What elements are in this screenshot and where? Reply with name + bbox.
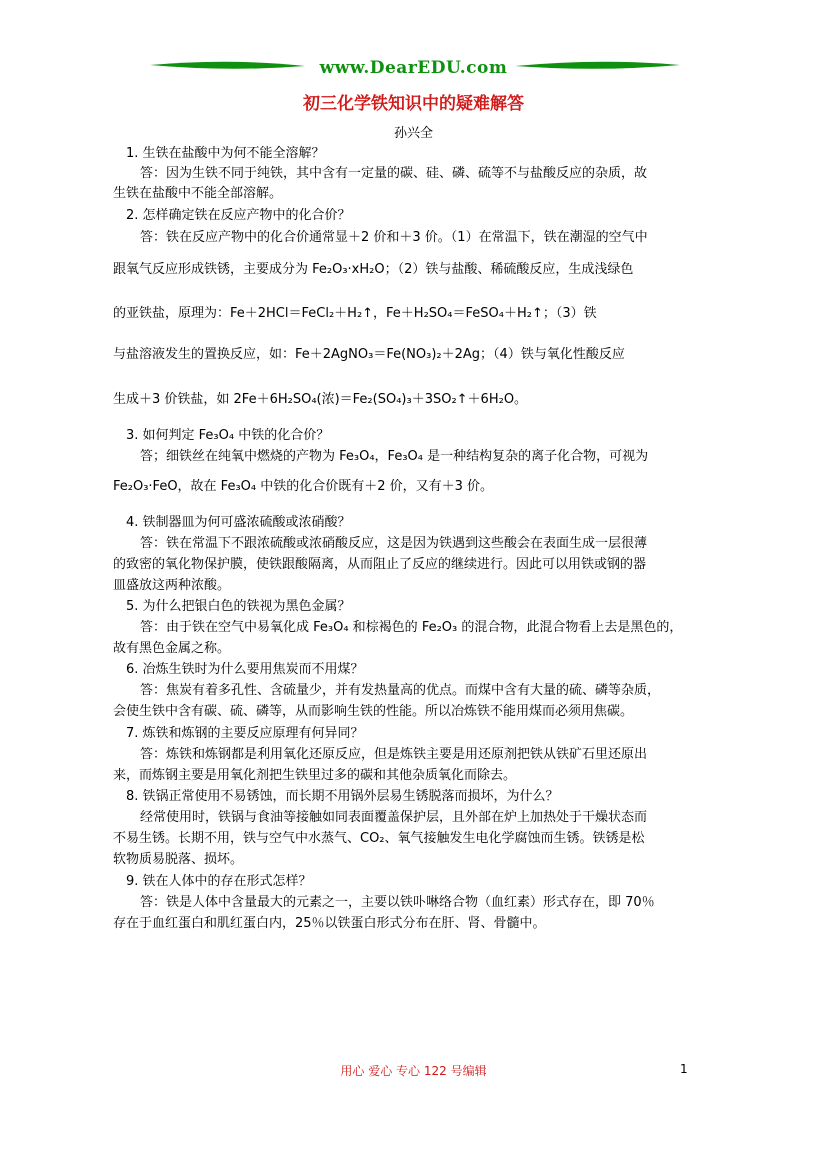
text-line: 6. 冶炼生铁时为什么要用焦炭而不用煤？ [126, 662, 364, 677]
text-line: 皿盛放这两种浓酸。 [113, 578, 231, 593]
author-name: 孙兴全 [393, 126, 433, 141]
text-line: 答；细铁丝在纯氧中燃烧的产物为 Fe₃O₄，Fe₃O₄ 是一种结构复杂的离子化合物，可视为 [140, 449, 649, 464]
site-banner: www.DearEDU.com [319, 58, 508, 78]
text-line: Fe₂O₃·FeO，故在 Fe₃O₄ 中铁的化合价既有＋2 价，又有＋3 价。 [113, 479, 494, 494]
text-line: 存在于血红蛋白和肌红蛋白内，25％以铁蛋白形式分布在肝、肾、骨髓中。 [113, 916, 546, 931]
text-line: 8. 铁锅正常使用不易锈蚀，而长期不用锅外层易生锈脱落而损坏，为什么？ [126, 789, 559, 804]
text-line: 答：炼铁和炼钢都是利用氧化还原反应，但是炼铁主要是用还原剂把铁从铁矿石里还原出 [140, 747, 648, 762]
text-line: 跟氧气反应形成铁锈，主要成分为 Fe₂O₃·xH₂O；（2）铁与盐酸、稀硫酸反应，生成浅绿色 [113, 262, 634, 277]
text-line: 经常使用时，铁锅与食油等接触如同表面覆盖保护层，且外部在炉上加热处于干燥状态而 [140, 810, 648, 825]
text-line: 5. 为什么把银白色的铁视为黑色金属？ [126, 599, 351, 614]
text-line: 生铁在盐酸中不能全部溶解。 [113, 186, 283, 201]
page-number: 1 [680, 1062, 688, 1076]
text-line: 不易生锈。长期不用，铁与空气中水蒸气、CO₂、氧气接触发生电化学腐蚀而生锈。铁锈是松 [113, 831, 645, 846]
text-line: 会使生铁中含有碳、硫、磷等，从而影响生铁的性能。所以冶炼铁不能用煤而必须用焦碳。 [113, 704, 634, 719]
text-line: 答：铁在常温下不跟浓硫酸或浓硝酸反应，这是因为铁遇到这些酸会在表面生成一层很薄 [140, 536, 648, 551]
text-line: 的亚铁盐，原理为：Fe＋2HCl＝FeCl₂＋H₂↑，Fe＋H₂SO₄＝FeSO₄＋H₂↑；（3）铁 [113, 306, 597, 321]
text-line: 9. 铁在人体中的存在形式怎样？ [126, 874, 312, 889]
page-title: 初三化学铁知识中的疑难解答 [303, 94, 524, 114]
text-line: 答：由于铁在空气中易氧化成 Fe₃O₄ 和棕褐色的 Fe₂O₃ 的混合物，此混合物看上去是黑色的， [140, 620, 683, 635]
text-line: 7. 炼铁和炼钢的主要反应原理有何异同？ [126, 726, 364, 741]
text-line: 答：焦炭有着多孔性、含硫量少，并有发热量高的优点。而煤中含有大量的硫、磷等杂质， [140, 683, 661, 698]
text-line: 2. 怎样确定铁在反应产物中的化合价？ [126, 208, 351, 223]
text-line: 的致密的氧化物保护膜，使铁跟酸隔离，从而阻止了反应的继续进行。因此可以用铁或钢的器 [113, 557, 647, 572]
footer-credit: 用心 爱心 专心 122 号编辑 [340, 1064, 487, 1078]
text-line: 软物质易脱落、损坏。 [113, 852, 244, 867]
text-line: 1. 生铁在盐酸中为何不能全溶解？ [126, 146, 325, 161]
text-line: 与盐溶液发生的置换反应，如：Fe＋2AgNO₃＝Fe(NO₃)₂＋2Ag；（4）铁与氧化性酸反应 [113, 347, 625, 362]
text-line: 答：铁是人体中含量最大的元素之一，主要以铁卟啉络合物（血红素）形式存在，即 70％ [140, 895, 655, 910]
text-line: 故有黑色金属之称。 [113, 641, 231, 656]
text-line: 答：因为生铁不同于纯铁，其中含有一定量的碳、硅、磷、硫等不与盐酸反应的杂质，故 [140, 166, 648, 181]
text-line: 生成＋3 价铁盐，如 2Fe＋6H₂SO₄(浓)＝Fe₂(SO₄)₃＋3SO₂↑＋6H₂O。 [113, 392, 528, 407]
text-line: 答：铁在反应产物中的化合价通常显＋2 价和＋3 价。（1）在常温下，铁在潮湿的空气中 [140, 230, 648, 245]
text-line: 4. 铁制器皿为何可盛浓硫酸或浓硝酸？ [126, 515, 351, 530]
text-line: 3. 如何判定 Fe₃O₄ 中铁的化合价？ [126, 428, 330, 443]
text-line: 来，而炼钢主要是用氧化剂把生铁里过多的碳和其他杂质氧化而除去。 [113, 768, 517, 783]
